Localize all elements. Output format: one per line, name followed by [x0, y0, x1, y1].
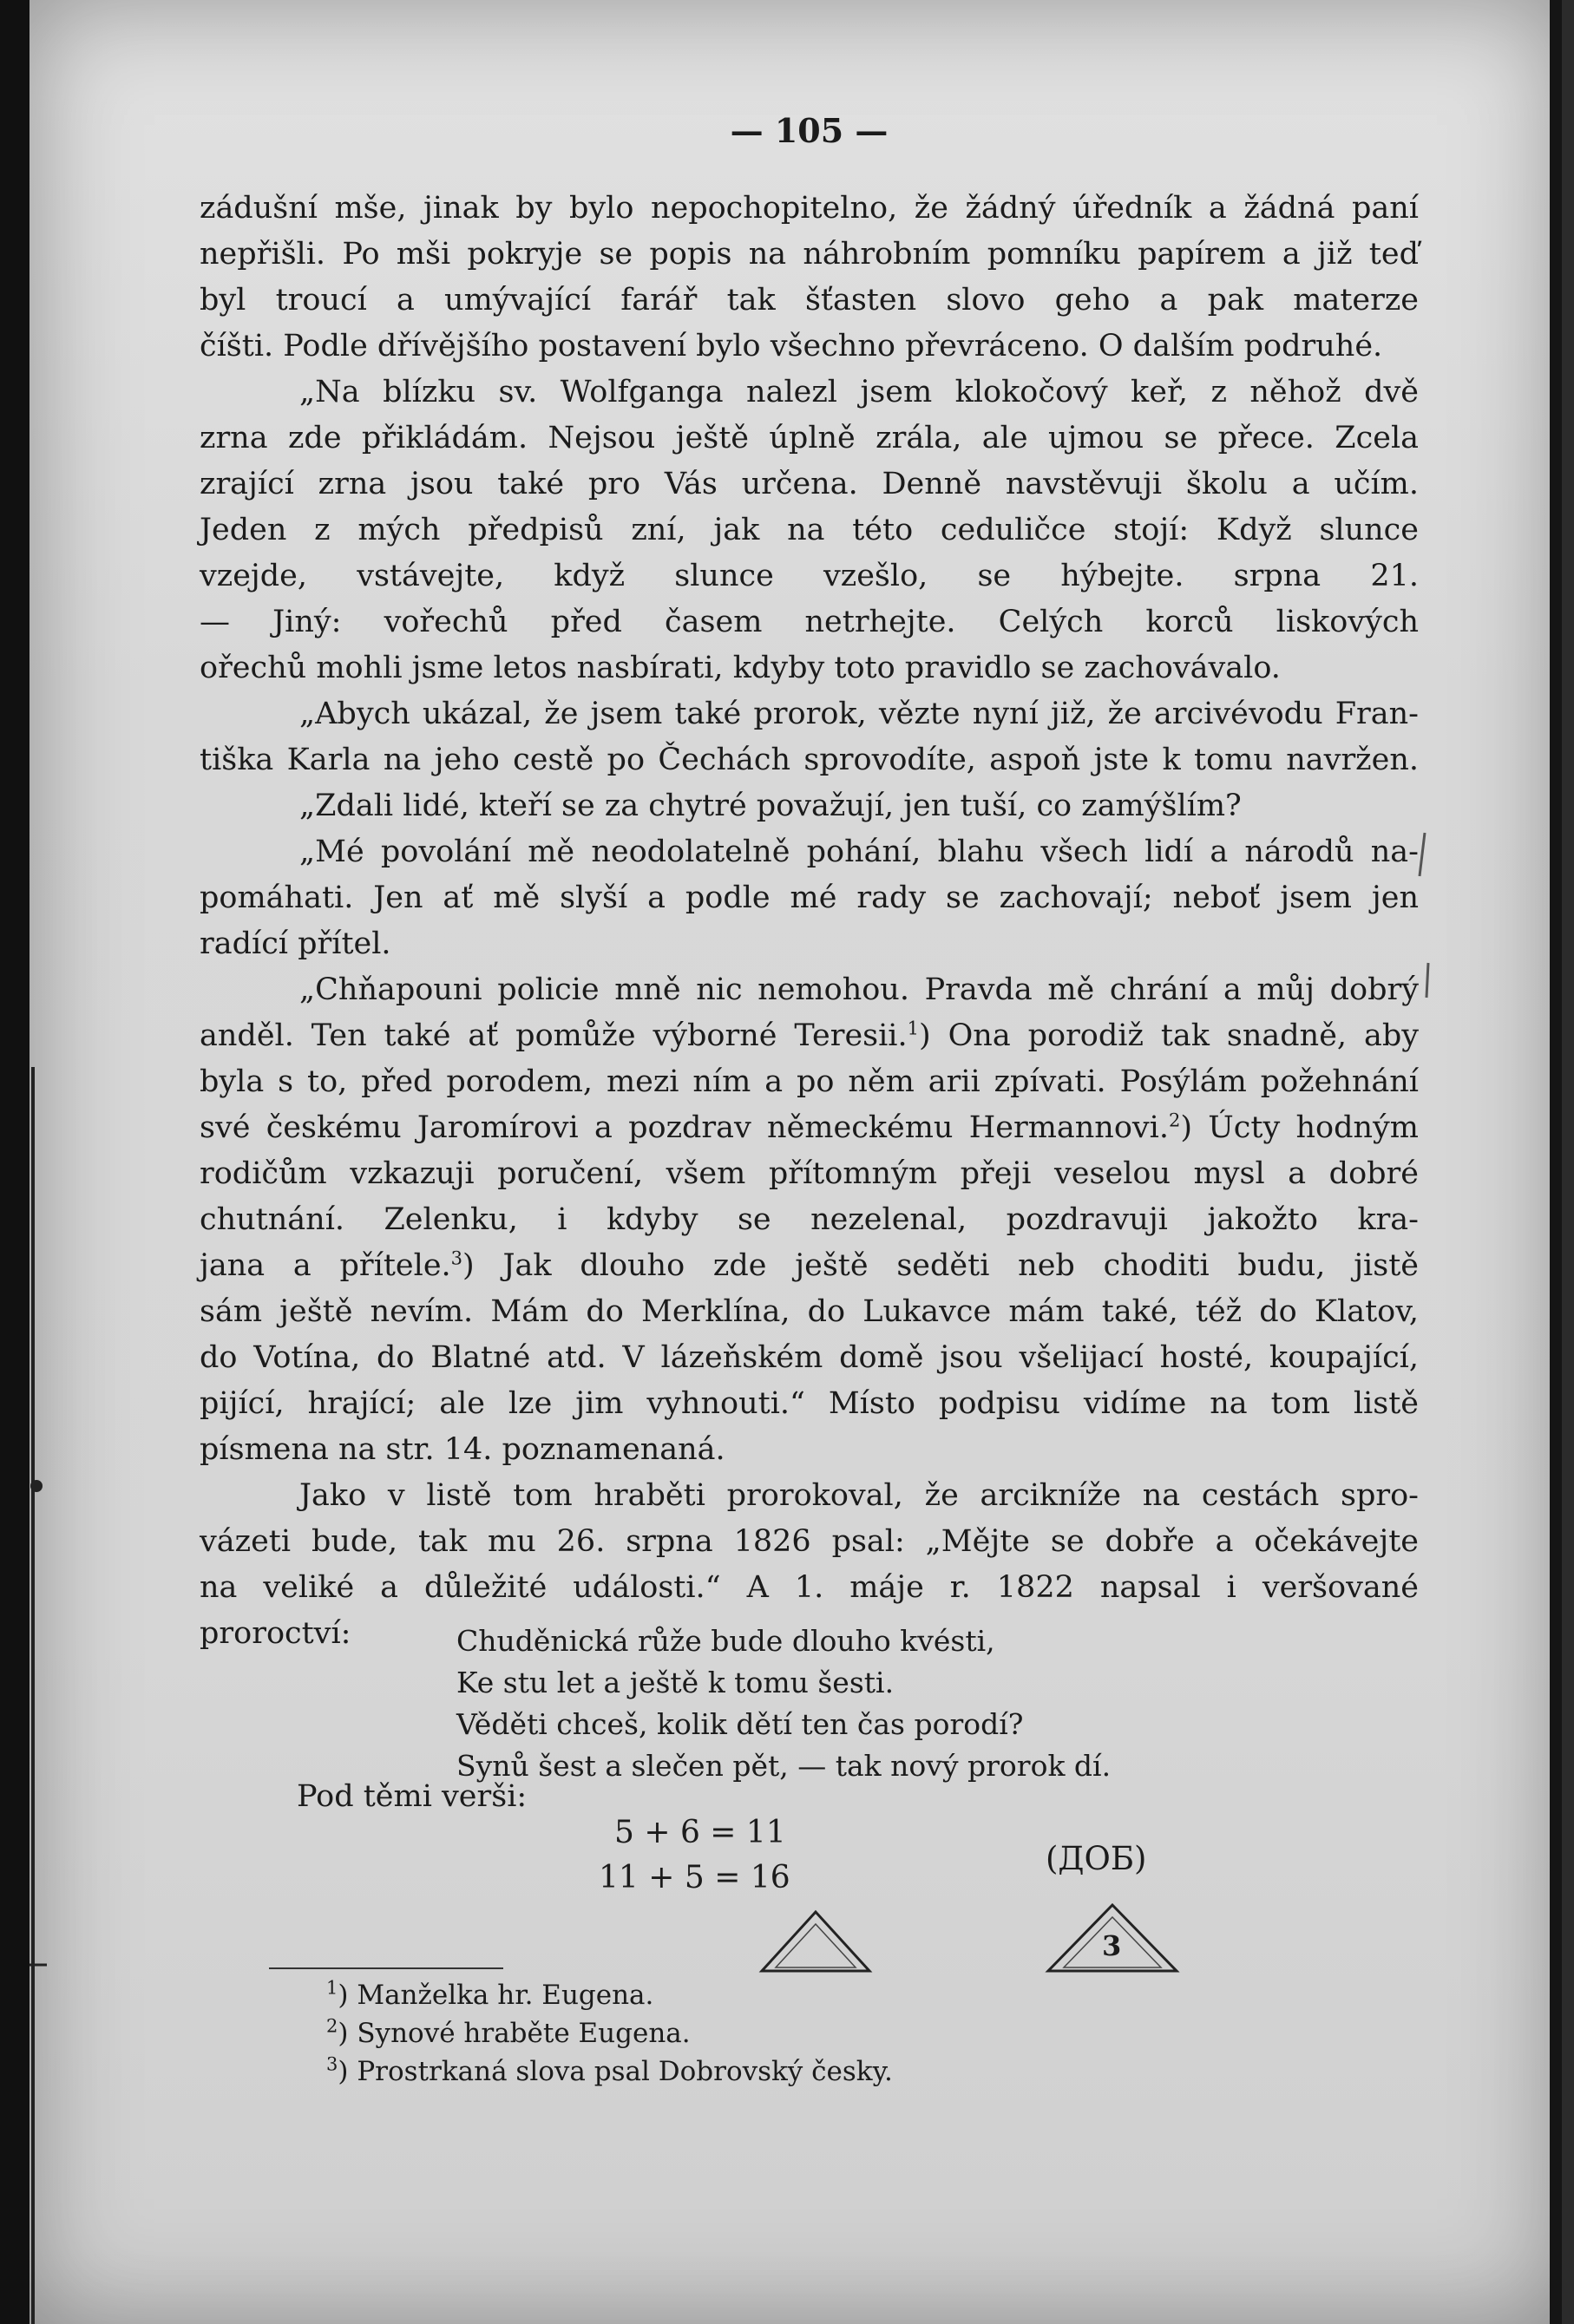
text-line: Jako v listě tom hraběti prorokoval, že arcikníže na cestách spro- [299, 1478, 1419, 1513]
text-line: anděl. Ten také ať pomůže výborné Teresii.$^1$) Ona porodiž tak snadně, aby [200, 1018, 1420, 1053]
footnote-ref: 1 [907, 1018, 920, 1039]
text-line: pomáhati. Jen ať mě slyší a podle mé rady se zachovají; neboť jsem jen [200, 881, 1419, 915]
text-line: zrající zrna jsou také pro Vás určena. Denně navstěvuji školu a učím. [200, 467, 1419, 501]
scan-left-edge [0, 0, 30, 2324]
signature-cipher: (ДОБ) [1046, 1840, 1147, 1877]
text-line: zrna zde přikládám. Nejsou ještě úplně zrála, ale ujmou se přece. Zcela [200, 421, 1419, 455]
text-line: „Abych ukázal, že jsem také prorok, vězte nyní již, že arcivévodu Fran- [299, 697, 1419, 731]
text-line: „Zdali lidé, kteří se za chytré považují, jen tuší, co zamýšlím? [299, 789, 1242, 823]
text-line: proroctví: [200, 1616, 351, 1651]
book-page [30, 0, 1562, 2324]
text-line: vázeti bude, tak mu 26. srpna 1826 psal: „Mějte se dobře a očekávejte [200, 1524, 1419, 1559]
text-line: Jeden z mých předpisů zní, jak na této ceduličce stojí: Když slunce [200, 513, 1419, 547]
text-line: sám ještě nevím. Mám do Merklína, do Lukavce mám také, též do Klatov, [200, 1294, 1419, 1329]
text-line: — Jiný: vořechů před časem netrhejte. Celých korců liskových [200, 605, 1419, 639]
text-line: „Chňapouni policie mně nic nemohou. Pravda mě chrání a můj dobrý [299, 972, 1419, 1007]
under-verses-label: Pod těmi verši: [297, 1779, 528, 1814]
equation-2: 11 + 5 = 16 [599, 1860, 790, 1895]
footnote-2: $^2$) Synové hraběte Eugena. [326, 2015, 691, 2049]
text-line: své českému Jaromírovi a pozdrav německému Hermannovi.$^2$) Úcty hodným [200, 1110, 1419, 1145]
footnote-ref: 2 [1169, 1110, 1181, 1131]
poem-line: Chuděnická růže bude dlouho kvésti, [456, 1624, 995, 1658]
text-line: na veliké a důležité události.“ A 1. máje r. 1822 napsal i veršované [200, 1570, 1419, 1605]
text-line: byla s to, před porodem, mezi ním a po něm arii zpívati. Posýlám požehnání [200, 1064, 1419, 1099]
scan-margin-marks [30, 0, 1562, 2324]
footnote-3: $^3$) Prostrkaná slova psal Dobrovský česky. [326, 2053, 893, 2087]
text-line: ořechů mohli jsme letos nasbírati, kdyby toto pravidlo se zachovávalo. [200, 651, 1281, 685]
text-line: radící přítel. [200, 926, 391, 961]
text-line: jana a přítele.$^3$) Jak dlouho zde ještě seděti neb choditi budu, jistě [200, 1247, 1419, 1283]
footnote-ref: 3 [450, 1247, 463, 1269]
poem-line: Věděti chceš, kolik dětí ten čas porodí? [456, 1707, 1024, 1741]
text-line: tiška Karla na jeho cestě po Čechách sprovodíte, aspoň jste k tomu navržen. [200, 743, 1419, 777]
text-line: nepřišli. Po mši pokryje se popis na náhrobním pomníku papírem a již teď [200, 237, 1419, 272]
text-line: „Na blízku sv. Wolfganga nalezl jsem klokočový keř, z něhož dvě [299, 375, 1419, 409]
poem-line: Ke stu let a ještě k tomu šesti. [456, 1666, 895, 1699]
page-number: — 105 — [730, 111, 889, 150]
text-line: pijící, hrající; ale lze jim vyhnouti.“ Místo podpisu vidíme na tom listě [200, 1386, 1419, 1421]
text-line: chutnání. Zelenku, i kdyby se nezelenal, pozdravuji jakožto kra- [200, 1202, 1419, 1237]
text-line: „Mé povolání mě neodolatelně pohání, blahu všech lidí a národů na- [299, 835, 1419, 869]
text-line: vzejde, vstávejte, když slunce vzešlo, se hýbejte. srpna 21. [200, 559, 1419, 593]
footnote-1: $^1$) Manželka hr. Eugena. [326, 1977, 654, 2011]
triangle-number: 3 [1102, 1929, 1122, 1962]
text-line: do Votína, do Blatné atd. V lázeňském domě jsou všelijací hosté, koupající, [200, 1340, 1419, 1375]
text-line: rodičům vzkazuji poručení, všem přítomným přeji veselou mysl a dobré [200, 1156, 1419, 1191]
text-line: písmena na str. 14. poznamenaná. [200, 1432, 725, 1467]
text-line: zádušní mše, jinak by bylo nepochopitelno, že žádný úředník a žádná paní [200, 191, 1419, 226]
poem-line: Synů šest a slečen pět, — tak nový prorok dí. [456, 1749, 1112, 1783]
equation-1: 5 + 6 = 11 [614, 1815, 786, 1850]
text-line: číšti. Podle dřívějšího postavení bylo všechno převráceno. O dalším podruhé. [200, 329, 1383, 363]
text-line: byl troucí a umývající farář tak šťasten slovo geho a pak materze [200, 283, 1419, 318]
